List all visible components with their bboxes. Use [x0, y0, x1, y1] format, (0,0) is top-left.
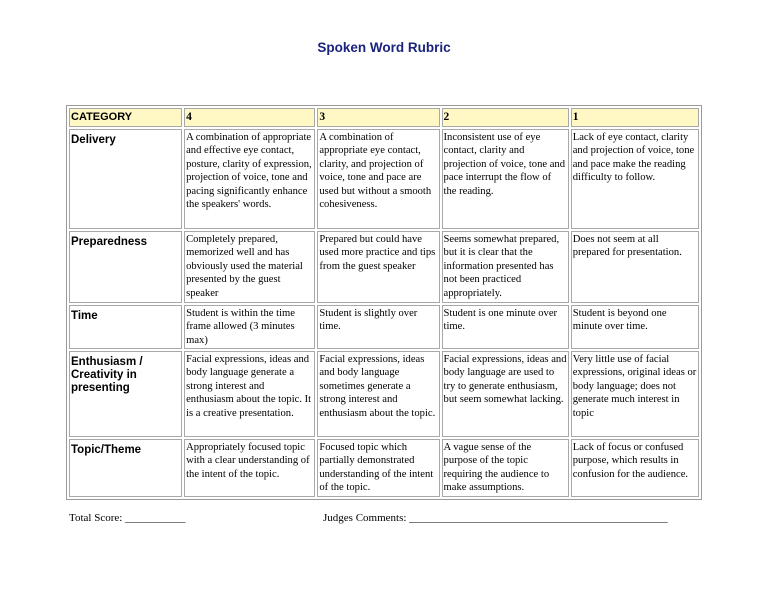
rubric-cell: Student is within the time frame allowed (3 minutes max) [184, 305, 315, 349]
rubric-cell: Does not seem at all prepared for presentation. [571, 231, 699, 303]
rubric-row-topic-theme [69, 439, 699, 497]
judges-comments-line: Judges Comments: _______________________________________________ [323, 512, 668, 524]
header-score-2: 2 [442, 108, 569, 127]
rubric-row-time [69, 305, 699, 349]
rubric-cell: Facial expressions, ideas and body language sometimes generate a strong interest and enthusiasm about the topic. [317, 351, 439, 437]
rubric-cell: Lack of eye contact, clarity and projection of voice, tone and pace make the reading difficulty to follow. [571, 129, 699, 229]
rubric-cell: Prepared but could have used more practice and tips from the guest speaker [317, 231, 439, 303]
rubric-cell: Inconsistent use of eye contact, clarity and projection of voice, tone and pace interrupt the flow of the reading. [442, 129, 569, 229]
header-score-3: 3 [317, 108, 439, 127]
rubric-cell: Facial expressions, ideas and body language are used to try to generate enthusiasm, but seem somewhat lacking. [442, 351, 569, 437]
total-score-line: Total Score: ___________ [69, 512, 186, 524]
header-score-4: 4 [184, 108, 315, 127]
rubric-row-preparedness [69, 231, 699, 303]
header-category: CATEGORY [69, 108, 182, 127]
rubric-cell: Focused topic which partially demonstrated understanding of the intent of the topic. [317, 439, 439, 497]
rubric-cell: Facial expressions, ideas and body language generate a strong interest and enthusiasm about the topic. It is a creative presentation. [184, 351, 315, 437]
category-label: Delivery [69, 129, 182, 229]
rubric-cell: Student is beyond one minute over time. [571, 305, 699, 349]
rubric-cell: Lack of focus or confused purpose, which results in confusion for the audience. [571, 439, 699, 497]
rubric-row-enthusiasm [69, 351, 699, 437]
page-title: Spoken Word Rubric [317, 40, 451, 55]
rubric-row-delivery [69, 129, 699, 229]
category-label: Preparedness [69, 231, 182, 303]
rubric-cell: Student is slightly over time. [317, 305, 439, 349]
category-label: Time [69, 305, 182, 349]
rubric-cell: Seems somewhat prepared, but it is clear that the information presented has not been practiced appropriately. [442, 231, 569, 303]
rubric-header-row [69, 108, 699, 127]
rubric-cell: Appropriately focused topic with a clear understanding of the intent of the topic. [184, 439, 315, 497]
category-label: Enthusiasm / Creativity in presenting [69, 351, 182, 437]
rubric-cell: A combination of appropriate and effective eye contact, posture, clarity of expression, projection of voice, tone and pacing significantly enhance the speakers' words. [184, 129, 315, 229]
rubric-cell: Completely prepared, memorized well and has obviously used the material presented by the guest speaker [184, 231, 315, 303]
category-label: Topic/Theme [69, 439, 182, 497]
rubric-cell: Student is one minute over time. [442, 305, 569, 349]
header-score-1: 1 [571, 108, 699, 127]
rubric-cell: Very little use of facial expressions, original ideas or body language; does not generate much interest in topic [571, 351, 699, 437]
rubric-cell: A combination of appropriate eye contact, clarity, and projection of voice, tone and pace are used but without a smooth cohesiveness. [317, 129, 439, 229]
rubric-cell: A vague sense of the purpose of the topic requiring the audience to make assumptions. [442, 439, 569, 497]
rubric-table [66, 105, 702, 500]
